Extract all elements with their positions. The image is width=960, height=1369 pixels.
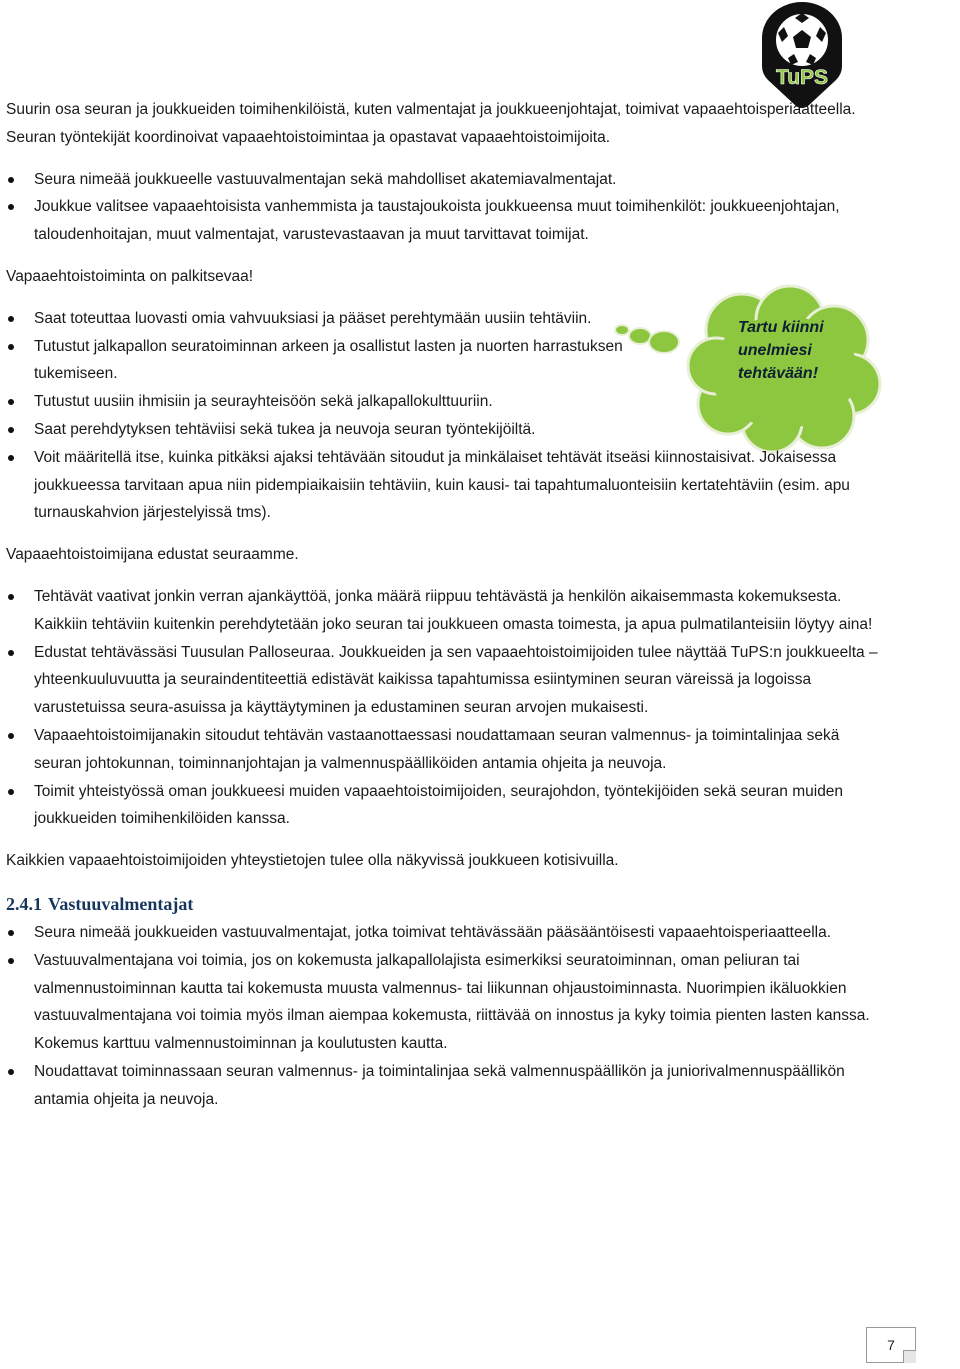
section-heading-represent: Vapaaehtoistoimijana edustat seuraamme. (6, 546, 299, 564)
list-item: Seura nimeää joukkueelle vastuuvalmentajan sekä mahdolliset akatemiavalmentajat. (6, 166, 886, 194)
list-item: Joukkue valitsee vapaaehtoisista vanhemmista ja taustajoukoista joukkueensa muut toimihenkilöt: joukkueenjohtajan, taloudenhoitajan, muut valmentajat, varustevastaavan ja muut tarvittavat toimijat. (6, 193, 886, 249)
list-item: Saat toteuttaa luovasti omia vahvuuksiasi ja pääset perehtymään uusiin tehtäviin. (6, 305, 886, 333)
list-item: Tutustut jalkapallon seuratoiminnan arkeen ja osallistut lasten ja nuorten harrastuksen tukemiseen. (6, 333, 674, 389)
subsection-number: 2.4.1 (6, 893, 42, 914)
tups-logo (760, 0, 844, 110)
section-heading-rewarding: Vapaaehtoistoiminta on palkitsevaa! (6, 267, 254, 285)
list-item: Saat perehdytyksen tehtäviisi sekä tukea ja neuvoja seuran työntekijöiltä. (6, 416, 886, 444)
list-item: Tehtävät vaativat jonkin verran ajankäyttöä, jonka määrä riippuu tehtävästä ja henkilön aikaisemmasta kokemuksesta. Kaikkiin tehtäviin kuitenkin perehdytetään joko seuran tai joukkueen omasta toimesta, ja apua pulmatilanteisiin löytyy aina! (6, 583, 886, 639)
intro-paragraph: Suurin osa seuran ja joukkueiden toimihenkilöistä, kuten valmentajat ja joukkueenjohtajat, toimivat vapaaehtoisperiaatteella. Seuran työntekijät koordinoivat vapaaehtoistoimintaa ja opastavat vapaaehtoistoimijoita. (6, 101, 856, 146)
document-body (6, 96, 886, 1114)
list-item: Vapaaehtoistoimijanakin sitoudut tehtävän vastaanottaessasi noudattamaan seuran valmennus- ja toimintalinjaa sekä seuran johtokunnan, toiminnanjohtajan ja valmennuspäälliköiden antamia ohjeita ja neuvoja. (6, 722, 886, 778)
list-item: Tutustut uusiin ihmisiin ja seurayhteisöön sekä jalkapallokulttuuriin. (6, 388, 886, 416)
team-officials-list (6, 166, 886, 249)
subsection-title: Vastuuvalmentajat (48, 893, 194, 914)
benefits-list (6, 305, 886, 527)
list-item: Noudattavat toiminnassaan seuran valmennus- ja toimintalinjaa sekä valmennuspäällikön ja juniorivalmennuspäällikön antamia ohjeita ja neuvoja. (6, 1058, 886, 1114)
contact-note: Kaikkien vapaaehtoistoimijoiden yhteystietojen tulee olla näkyvissä joukkueen kotisivuilla. (6, 852, 619, 870)
list-item: Vastuuvalmentajana voi toimia, jos on kokemusta jalkapallolajista esimerkiksi seuratoiminnan, oman peliuran tai valmennustoiminnan kautta tai kokemusta muusta valmennus- tai liikunnan ohjaustoiminnasta. Nuorimpien ikäluokkien vastuuvalmentajana voi toimia myös ilman aiempaa kokemusta, riittävää on innostus ja kyky toimia pienten lasten kanssa. Kokemus karttuu valmennustoiminnan ja koulutusten kautta. (6, 947, 886, 1058)
logo-text: TuPS (775, 66, 829, 89)
head-coach-list (6, 919, 886, 1114)
subsection-heading (6, 889, 886, 919)
callout-line: unelmiesi (738, 342, 812, 359)
page-number-box (866, 1327, 916, 1363)
list-item: Seura nimeää joukkueiden vastuuvalmentajat, jotka toimivat tehtävässään pääsääntöisesti vapaaehtoisperiaatteella. (6, 919, 886, 947)
list-item: Edustat tehtävässäsi Tuusulan Palloseuraa. Joukkueiden ja sen vapaaehtoistoimijoiden tulee näyttää TuPS:n joukkueelta – yhteenkuuluvuutta ja seuraindentiteettiä edistävät kaikissa tapahtumissa esiintyminen seuran väreissä ja logoissa varustetuissa seura-asuissa ja käyttäytyminen ja edustaminen seuran arvojen mukaisesti. (6, 639, 886, 722)
list-item: Toimit yhteistyössä oman joukkueesi muiden vapaaehtoistoimijoiden, seurajohdon, työntekijöiden sekä seuran muiden joukkueiden toimihenkilöiden kanssa. (6, 778, 886, 834)
list-item: Voit määritellä itse, kuinka pitkäksi ajaksi tehtävään sitoudut ja minkälaiset tehtävät itseäsi kiinnostaisivat. Jokaisessa joukkueessa tarvitaan apua niin pidempiaikaisiin tehtäviin, kuin kausi- tai tapahtumaluonteisiin kertatehtäviin (esim. apu turnauskahvion järjestelyissä tms). (6, 444, 874, 527)
callout-line: tehtävään! (738, 365, 819, 382)
representation-list (6, 583, 886, 833)
callout-line: Tartu kiinni (738, 319, 824, 336)
page-number: 7 (887, 1337, 895, 1353)
